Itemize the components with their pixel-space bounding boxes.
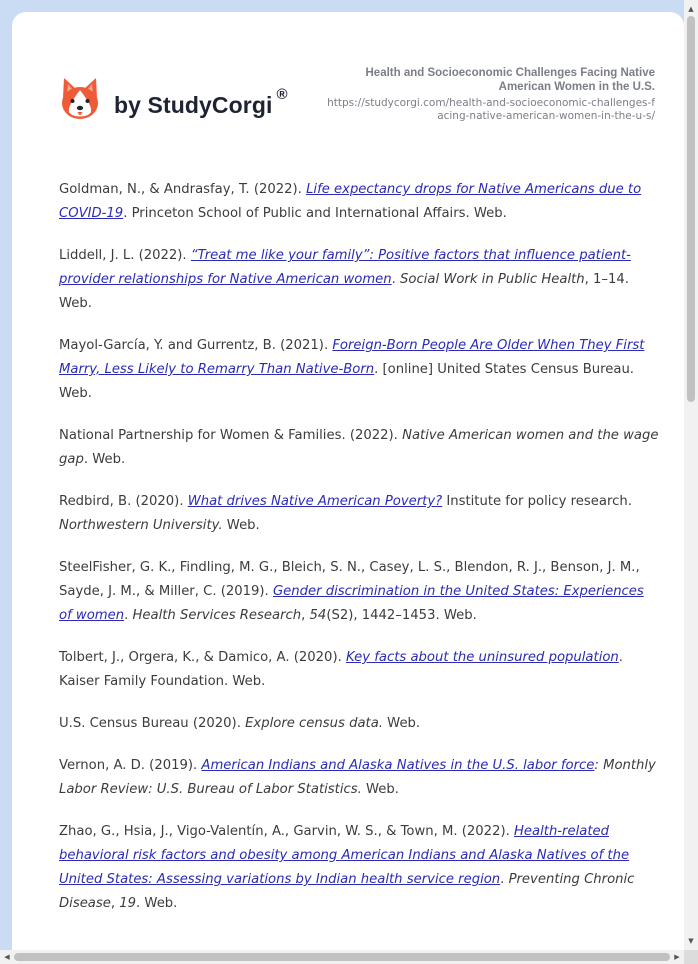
document-meta: [325, 66, 655, 123]
studycorgi-logo[interactable]: [60, 76, 288, 122]
reference-list: [59, 178, 659, 934]
reference-link[interactable]: Gender discrimination in the United States: Experiences of women: [59, 584, 644, 623]
document-url[interactable]: https://studycorgi.com/health-and-socioeconomic-challenges-facing-native-american-women-in-the-u-s/: [327, 97, 655, 122]
brand-name: by StudyCorgi ®: [114, 86, 288, 118]
corgi-icon: [60, 76, 100, 122]
scroll-up-arrow-icon[interactable]: ▲: [688, 5, 694, 13]
reference-item: Zhao, G., Hsia, J., Vigo-Valentín, A., Garvin, W. S., & Town, M. (2022). Health-related behavioral risk factors and obesity among American Indians and Alaska Natives of the United States: Assessing variations by Indian health service region. Preventing Chronic Disease, 19. Web.: [59, 824, 635, 911]
vertical-scroll-thumb[interactable]: [687, 16, 695, 402]
scrollbar-corner: [684, 950, 698, 964]
reference-item: National Partnership for Women & Families. (2022). Native American women and the wage gap. Web.: [59, 428, 659, 467]
reference-link[interactable]: American Indians and Alaska Natives in the U.S. labor force: [201, 758, 595, 773]
horizontal-scrollbar[interactable]: [0, 950, 684, 964]
document-page: [12, 12, 684, 964]
reference-link[interactable]: Foreign-Born People Are Older When They First Marry, Less Likely to Remarry Than Native-Born: [59, 338, 645, 377]
reference-link[interactable]: What drives Native American Poverty?: [187, 494, 443, 509]
reference-item: Mayol-García, Y. and Gurrentz, B. (2021). Foreign-Born People Are Older When They First Marry, Less Likely to Remarry Than Native-Born. [online] United States Census Bureau. Web.: [59, 338, 645, 401]
reference-link[interactable]: Key facts about the uninsured population: [345, 650, 619, 665]
document-title: Health and Socioeconomic Challenges Facing Native American Women in the U.S.: [365, 67, 655, 93]
reference-item: Tolbert, J., Orgera, K., & Damico, A. (2020). Key facts about the uninsured population. Kaiser Family Foundation. Web.: [59, 650, 623, 689]
reference-link[interactable]: Life expectancy drops for Native Americans due to COVID-19: [59, 182, 642, 221]
reference-item: U.S. Census Bureau (2020). Explore census data. Web.: [59, 716, 421, 731]
reference-item: SteelFisher, G. K., Findling, M. G., Bleich, S. N., Casey, L. S., Blendon, R. J., Benson, J. M., Sayde, J. M., & Miller, C. (2019). Gender discrimination in the United States: Experiences of women. Health Services Research, 54(S2), 1442–1453. Web.: [59, 560, 644, 623]
horizontal-scroll-thumb[interactable]: [14, 953, 670, 961]
reference-item: Goldman, N., & Andrasfay, T. (2022). Life expectancy drops for Native Americans due to COVID-19. Princeton School of Public and International Affairs. Web.: [59, 182, 642, 221]
reference-item: Liddell, J. L. (2022). “Treat me like your family”: Positive factors that influence patient-provider relationships for Native American women. Social Work in Public Health, 1–14. Web.: [59, 248, 631, 311]
reference-link[interactable]: Health-related behavioral risk factors and obesity among American Indians and Alaska Natives of the United States: Assessing variations by Indian health service region: [59, 824, 630, 887]
scroll-down-arrow-icon[interactable]: ▼: [688, 937, 694, 945]
reference-item: Vernon, A. D. (2019). American Indians and Alaska Natives in the U.S. labor force: Monthly Labor Review: U.S. Bureau of Labor Statistics. Web.: [59, 758, 656, 797]
reference-link[interactable]: “Treat me like your family”: Positive factors that influence patient-provider relationships for Native American women: [59, 248, 631, 287]
reference-item: Redbird, B. (2020). What drives Native American Poverty? Institute for policy research. Northwestern University. Web.: [59, 494, 632, 533]
vertical-scrollbar[interactable]: [684, 0, 698, 950]
scroll-right-arrow-icon[interactable]: ▶: [674, 953, 680, 961]
scroll-left-arrow-icon[interactable]: ◀: [4, 953, 10, 961]
